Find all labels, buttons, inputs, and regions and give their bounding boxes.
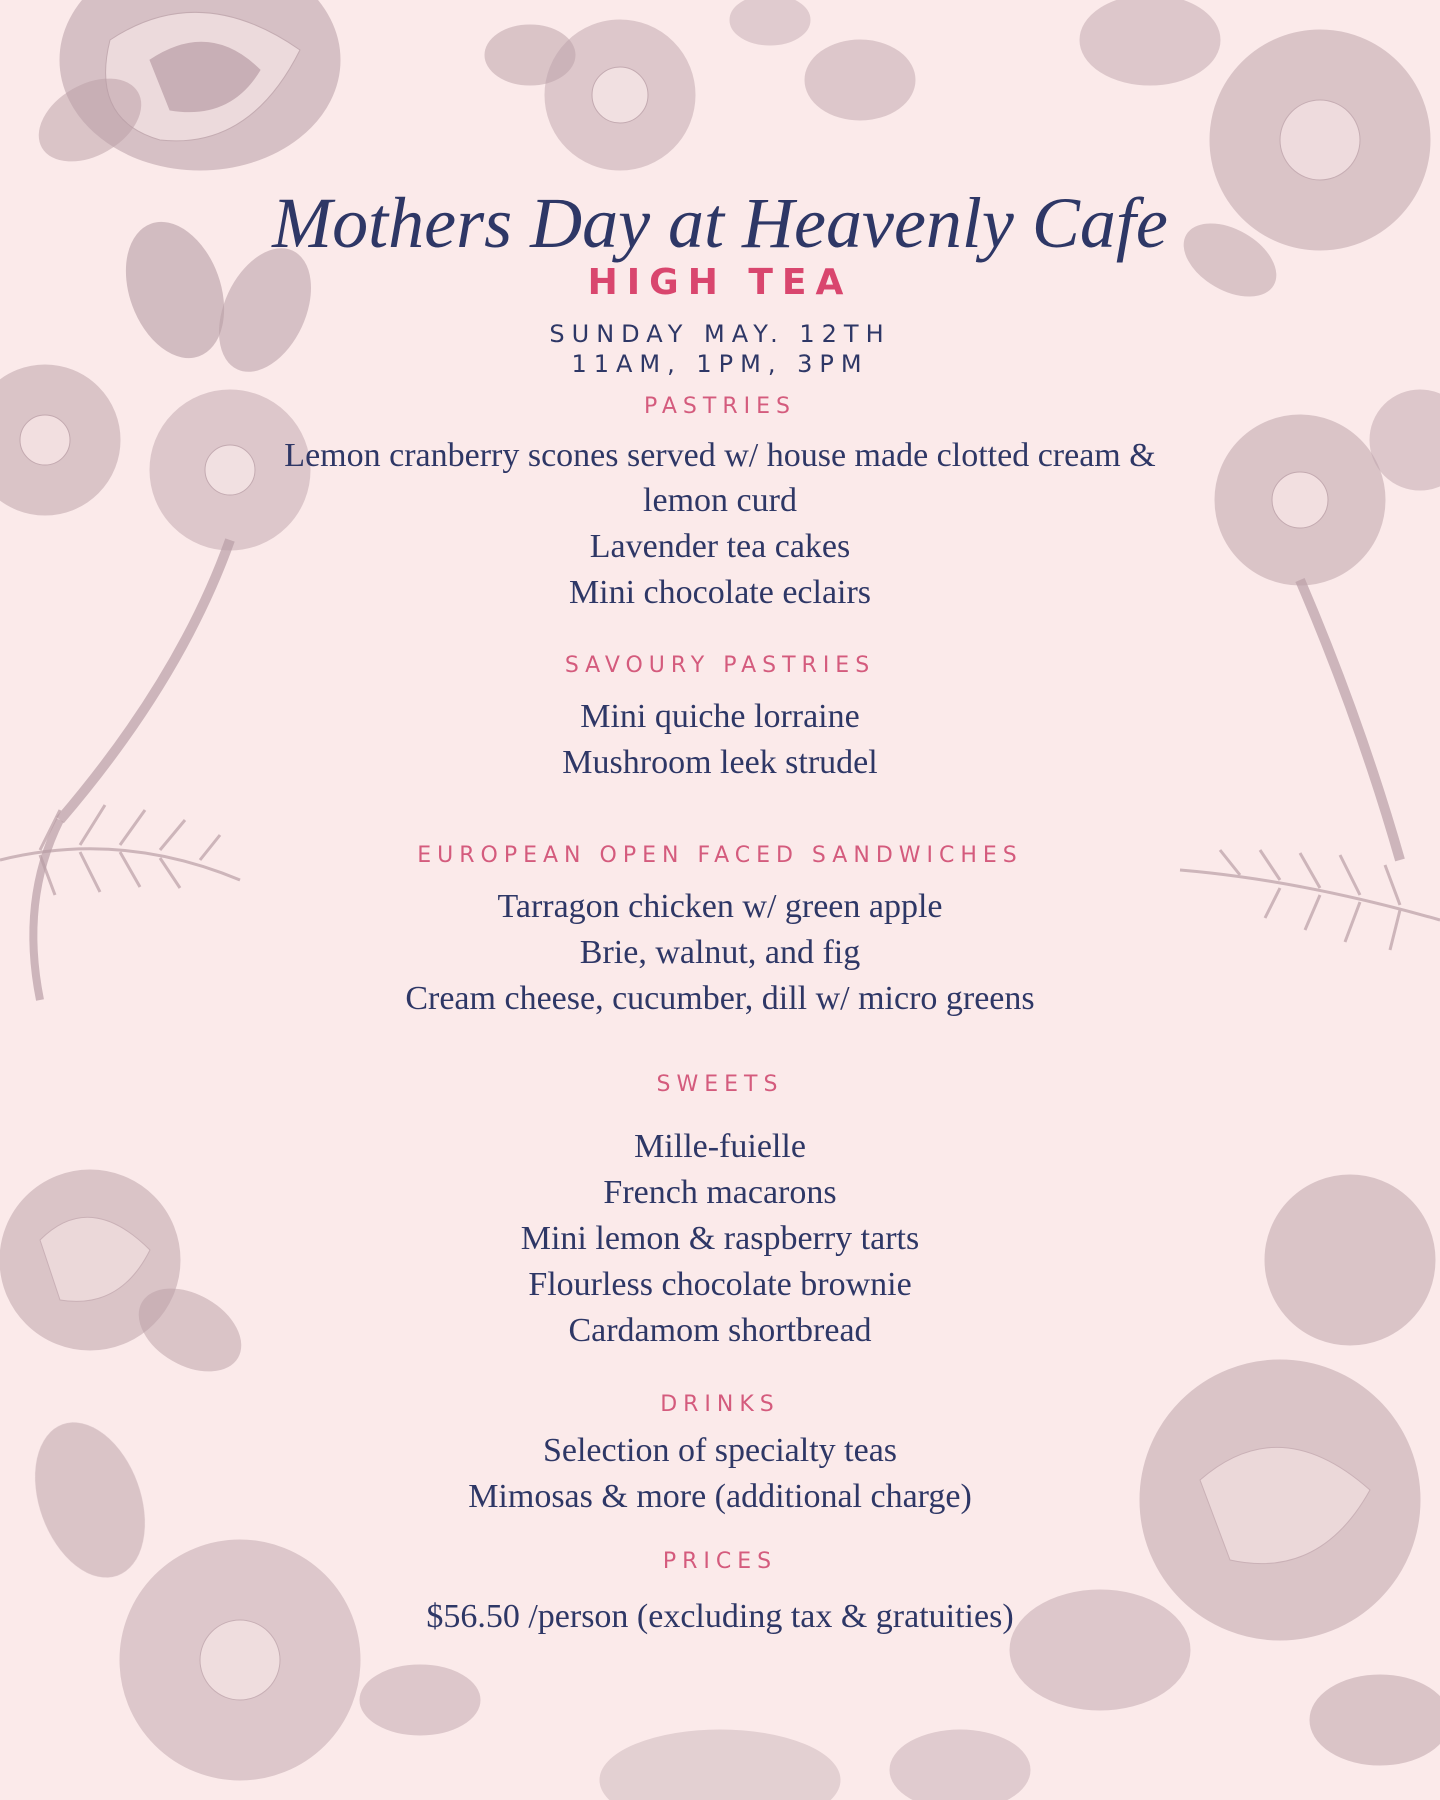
page-title: Mothers Day at Heavenly Cafe xyxy=(272,183,1168,263)
section-heading-sweets: SWEETS xyxy=(656,1072,784,1097)
menu-item: Selection of specialty teas xyxy=(542,1432,898,1469)
menu-item: French macarons xyxy=(603,1174,837,1211)
menu-item: Cream cheese, cucumber, dill w/ micro greens xyxy=(405,980,1035,1017)
menu-item: Mushroom leek strudel xyxy=(562,744,878,781)
menu-item: Tarragon chicken w/ green apple xyxy=(497,888,943,925)
menu-item: Brie, walnut, and fig xyxy=(579,934,861,971)
menu-item: Mini chocolate eclairs xyxy=(568,574,872,611)
section-heading-prices: PRICES xyxy=(662,1549,778,1574)
event-times: 11AM, 1PM, 3PM xyxy=(571,350,869,378)
menu-item: Lavender tea cakes xyxy=(589,528,851,565)
menu-item: Mini lemon & raspberry tarts xyxy=(520,1220,920,1257)
menu-item: Mimosas & more (additional charge) xyxy=(468,1478,972,1515)
menu-item: Lemon cranberry scones served w/ house made clotted cream & xyxy=(284,437,1156,474)
section-heading-drinks: DRINKS xyxy=(660,1392,780,1417)
event-date: SUNDAY MAY. 12TH xyxy=(549,320,891,348)
menu-item: Mille-fuielle xyxy=(634,1128,806,1165)
menu-item: Flourless chocolate brownie xyxy=(528,1266,912,1303)
section-heading-savoury-pastries: SAVOURY PASTRIES xyxy=(564,653,876,678)
menu-item: Cardamom shortbread xyxy=(568,1312,872,1349)
price-line: $56.50 /person (excluding tax & gratuities) xyxy=(426,1598,1014,1635)
event-subtitle: HIGH TEA xyxy=(587,262,853,303)
section-heading-pastries: PASTRIES xyxy=(644,394,796,419)
section-heading-sandwiches: EUROPEAN OPEN FACED SANDWICHES xyxy=(417,843,1023,868)
menu-item: Mini quiche lorraine xyxy=(580,698,860,735)
menu-item: lemon curd xyxy=(643,482,797,519)
